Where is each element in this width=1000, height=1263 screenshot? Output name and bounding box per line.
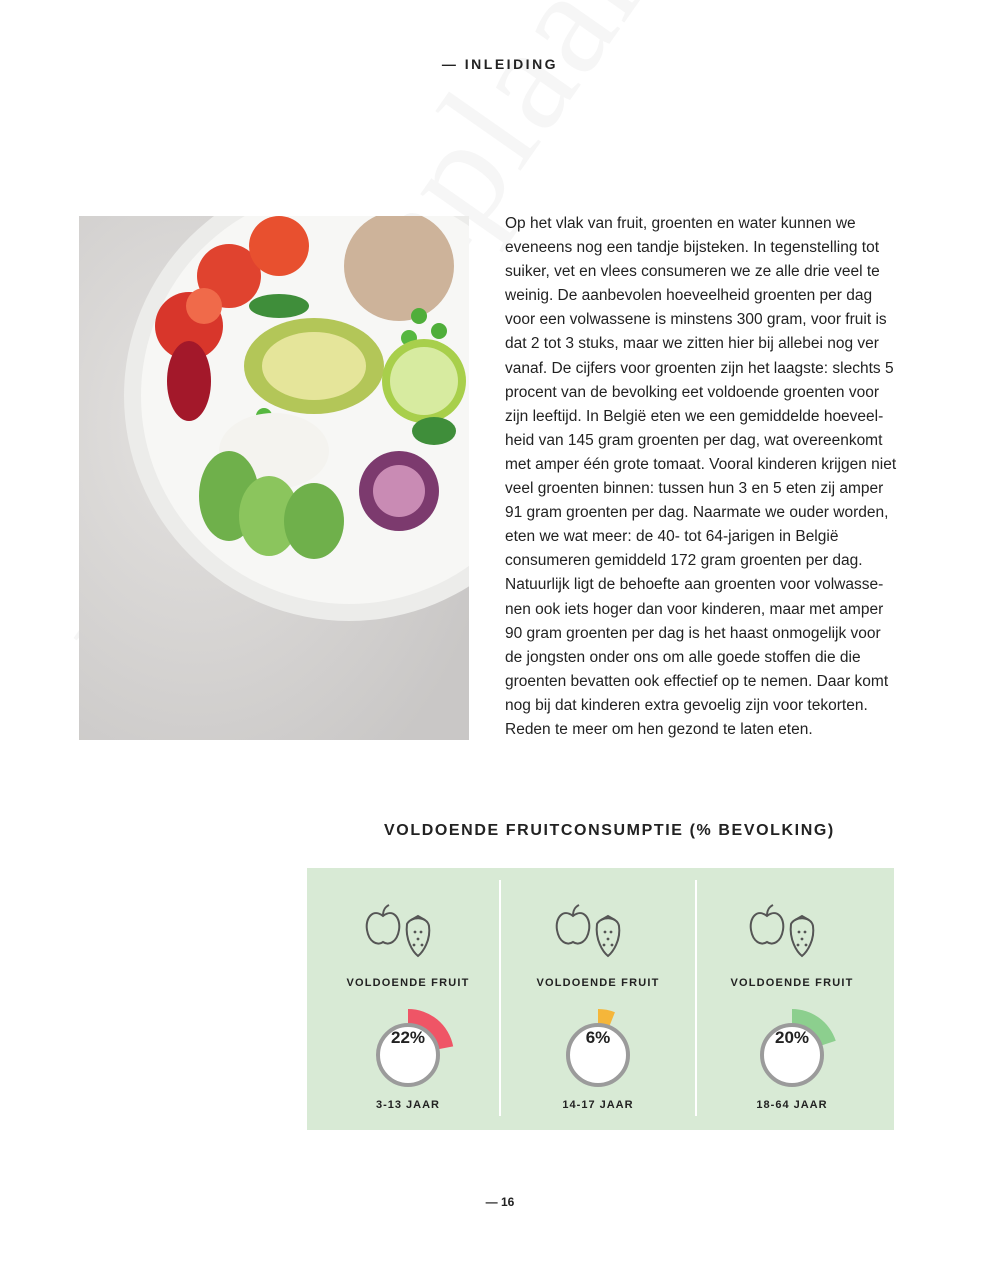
paragraph: Natuurlijk ligt de behoefte aan groenten voor volwassenen ook iets hoger dan voor kinderen, maar met amper 90 gram groenten per dag is het haast onmogelijk voor de jongsten onder ons om alle goede stoffen die die groenten bevatten ook effectief op te nemen. Daar komt nog bij dat kinderen extra gevoelig zijn voor tekorten. Reden te meer om hen gezond te laten eten. [505, 576, 889, 738]
divider [499, 880, 501, 1116]
page-number: — 16 [485, 1195, 515, 1209]
value-label: 6% [585, 1028, 611, 1047]
paragraph: Op het vlak van fruit, groenten en water kunnen we eveneens nog een tandje bijsteken. In tegenstelling tot suiker, vet en vlees consumeren we ze alle drie veel te weinig. De aanbevolen hoeveelheid groenten per dag voor een volwassene is minstens 300 gram, voor fruit is dat 2 tot 3 stuks, maar we zitten hier bij allebei nog ver vanaf. De cijfers voor groenten zijn het laagste: slechts 5 procent van de bevolking eet voldoende groenten voor zijn leeftijd. In België eten we een gemiddelde hoeveelheid van 145 gram groenten per dag, wat overeenkomt met amper één grote tomaat. Vooral kinderen krijgen niet veel groenten binnen: tussen hun 3 en 5 eten zij amper 91 gram groenten per dag. Naarmate we ouder worden, eten we wat meer: de 40- tot 64-jarigen in België consumeren gemiddeld 172 gram groenten per dag. [505, 215, 897, 570]
category-label: 14-17 JAAR [562, 1099, 634, 1111]
chart-title: VOLDOENDE FRUITCONSUMPTIE (% BEVOLKING) [384, 822, 835, 839]
value-label: 20% [774, 1028, 810, 1047]
category-label: 18-64 JAAR [756, 1099, 828, 1111]
category-label: 3-13 JAAR [375, 1099, 441, 1111]
food-bowl-photo [79, 216, 469, 740]
chart-group-label: VOLDOENDE FRUIT [536, 977, 660, 989]
body-text [505, 212, 900, 742]
chart-group-label: VOLDOENDE FRUIT [346, 977, 470, 989]
chart-group [503, 880, 693, 1116]
apple-strawberry-icon [553, 904, 643, 960]
chart-group [697, 880, 887, 1116]
chart-group-label: VOLDOENDE FRUIT [730, 977, 854, 989]
value-label: 22% [390, 1028, 426, 1047]
fruit-chart-panel [307, 868, 894, 1130]
apple-strawberry-icon [363, 904, 453, 960]
section-heading: — INLEIDING [441, 56, 559, 72]
apple-strawberry-icon [747, 904, 837, 960]
chart-group [313, 880, 503, 1116]
